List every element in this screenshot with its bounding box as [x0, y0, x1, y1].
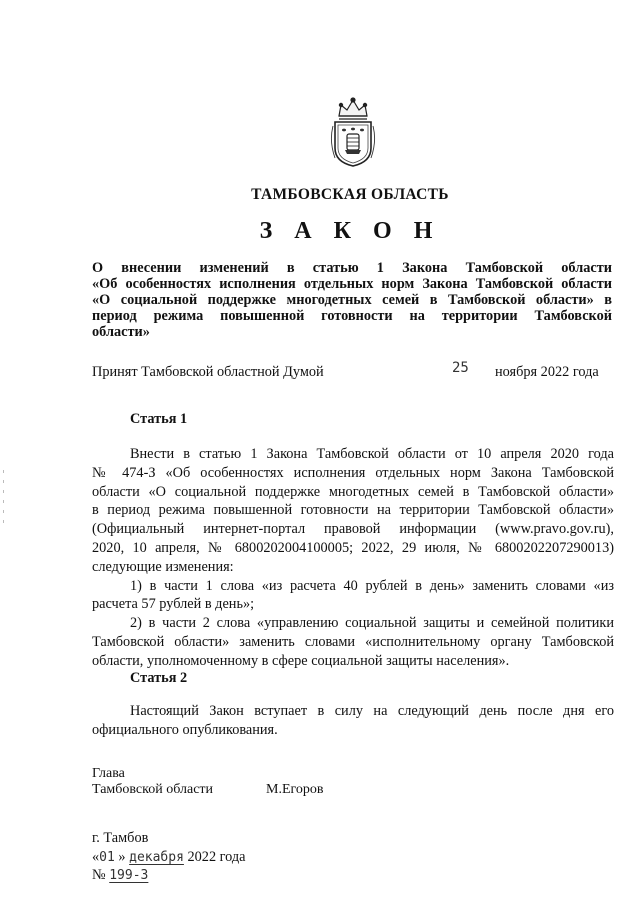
- article-1-heading: Статья 1: [130, 411, 188, 427]
- article-line: (Официальный интернет-портал правовой информации (www.pravo.gov.ru),: [92, 521, 614, 538]
- article-line: расчета 57 рублей в день»;: [92, 596, 255, 613]
- article-line: Настоящий Закон вступает в силу на следующий день после дня его: [130, 703, 614, 719]
- article-line: официального опубликования.: [92, 721, 278, 738]
- number-sign: №: [92, 867, 106, 883]
- law-number-value: 199-З: [109, 868, 149, 883]
- place-of-signing: г. Тамбов: [92, 830, 149, 846]
- date-month: декабря: [129, 850, 184, 865]
- subject-line: «О социальной поддержке многодетных семей в Тамбовской области» в: [92, 292, 612, 308]
- adoption-month-year: ноября 2022 года: [495, 364, 599, 380]
- article-line: 2) в части 2 слова «управлению социальной защиты и семейной политики: [130, 615, 614, 632]
- signatory-name: М.Егоров: [266, 782, 324, 797]
- article-line: Тамбовской области» заменить словами «исполнительному органу Тамбовской: [92, 633, 614, 650]
- tambov-coat-of-arms-icon: [327, 96, 379, 168]
- article-line: области, уполномоченному в сфере социальной защиты населения».: [92, 652, 510, 669]
- region-title: ТАМБОВСКАЯ ОБЛАСТЬ: [251, 186, 449, 203]
- date-quote-close: »: [118, 849, 126, 865]
- date-year: 2022 года: [187, 849, 246, 865]
- article-line: 2020, 10 апреля, № 6800202004100005; 2022, 29 июля, № 6800202207290013): [92, 539, 614, 556]
- article-1-body: [92, 445, 614, 671]
- article-line: области «О социальной поддержке многодетных семей в Тамбовской области»: [92, 483, 614, 500]
- date-quote-open: «: [92, 849, 100, 865]
- article-line: 1) в части 1 слова «из расчета 40 рублей в день» заменить словами «из: [130, 577, 614, 594]
- signing-date: [92, 849, 246, 866]
- date-day: 01: [99, 850, 115, 865]
- article-2-heading: Статья 2: [130, 670, 188, 686]
- article-line: в период режима повышенной готовности на территории Тамбовской области»: [92, 502, 614, 519]
- law-number: [92, 867, 148, 884]
- subject-line: области»: [92, 324, 150, 340]
- article-line: № 474-З «Об особенностях исполнения отдельных норм Закона Тамбовской: [92, 464, 614, 481]
- subject-line: «Об особенностях исполнения отдельных норм Закона Тамбовской области: [92, 276, 612, 292]
- article-line: Внести в статью 1 Закона Тамбовской области от 10 апреля 2020 года: [130, 446, 614, 462]
- subject-line: период режима повышенной готовности на территории Тамбовской: [92, 308, 612, 324]
- signatory-title: Глава: [92, 766, 125, 781]
- law-subject: [92, 260, 612, 340]
- document-type-title: З А К О Н: [259, 218, 441, 244]
- adoption-text: Принят Тамбовской областной Думой: [92, 364, 324, 380]
- signatory-region: Тамбовской области: [92, 782, 214, 797]
- article-2-body: [92, 702, 614, 740]
- article-line: следующие изменения:: [92, 558, 234, 575]
- scan-margin-marks: [2, 470, 6, 540]
- adoption-day: 25: [452, 360, 469, 376]
- subject-line: О внесении изменений в статью 1 Закона Тамбовской области: [92, 260, 612, 276]
